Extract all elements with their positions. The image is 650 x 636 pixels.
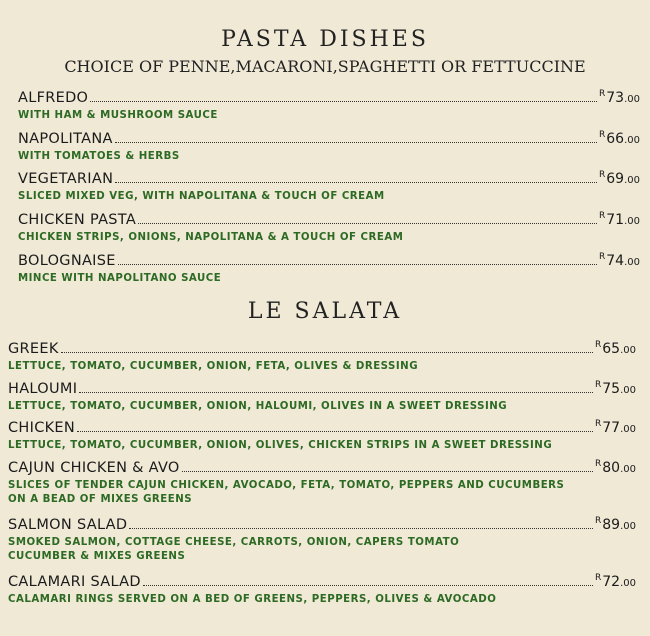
item-name: HALOUMI xyxy=(8,381,78,397)
item-name: CHICKEN xyxy=(8,420,76,436)
item-price: $^R$65.00 xyxy=(595,340,636,357)
leader-dots xyxy=(129,528,593,529)
item-name: BOLOGNAISE xyxy=(18,253,116,269)
item-name: NAPOLITANA xyxy=(18,131,113,147)
item-description: CHICKEN STRIPS, ONIONS, NAPOLITANA & A TOUCH OF CREAM xyxy=(18,232,404,243)
leader-dots xyxy=(79,392,593,393)
pasta-section-title: PASTA DISHES xyxy=(221,27,429,52)
item-price: $^R$77.00 xyxy=(595,419,636,436)
pasta-subtitle: CHOICE OF PENNE,MACARONI,SPAGHETTI OR FETTUCCINE xyxy=(64,57,586,76)
leader-dots xyxy=(143,585,593,586)
item-price: $^R$66.00 xyxy=(599,130,640,147)
menu-item-chicken xyxy=(8,419,636,453)
item-price: $^R$73.00 xyxy=(599,89,640,106)
item-price: $^R$74.00 xyxy=(599,252,640,269)
menu-item-vegetarian xyxy=(18,170,640,204)
menu-item-chicken-pasta xyxy=(18,211,640,245)
leader-dots xyxy=(115,182,597,183)
menu-item-napolitana xyxy=(18,130,640,164)
item-name: CALAMARI SALAD xyxy=(8,574,141,590)
item-description: LETTUCE, TOMATO, CUCUMBER, ONION, HALOUMI, OLIVES IN A SWEET DRESSING xyxy=(8,401,508,412)
menu-item-greek xyxy=(8,340,636,374)
item-name: GREEK xyxy=(8,341,59,357)
item-price: $^R$72.00 xyxy=(595,573,636,590)
item-description: CALAMARI RINGS SERVED ON A BED OF GREENS, PEPPERS, OLIVES & AVOCADO xyxy=(8,594,497,605)
item-name: CAJUN CHICKEN & AVO xyxy=(8,460,180,476)
item-price: $^R$89.00 xyxy=(595,516,636,533)
leader-dots xyxy=(77,431,593,432)
menu-item-cajun-chicken-avo xyxy=(8,459,636,507)
menu-item-haloumi xyxy=(8,380,636,414)
item-price: $^R$69.00 xyxy=(599,170,640,187)
leader-dots xyxy=(138,223,597,224)
item-price: $^R$75.00 xyxy=(595,380,636,397)
leader-dots xyxy=(90,101,597,102)
item-description: LETTUCE, TOMATO, CUCUMBER, ONION, OLIVES, CHICKEN STRIPS IN A SWEET DRESSING xyxy=(8,440,553,451)
item-name: VEGETARIAN xyxy=(18,171,114,187)
item-description: SLICES OF TENDER CAJUN CHICKEN, AVOCADO, FETA, TOMATO, PEPPERS AND CUCUMBERS ON A BEAD OF MIXES GREENS xyxy=(8,480,565,505)
item-price: $^R$71.00 xyxy=(599,211,640,228)
item-name: SALMON SALAD xyxy=(8,517,128,533)
menu-item-bolognaise xyxy=(18,252,640,286)
menu-item-calamari-salad xyxy=(8,573,636,607)
leader-dots xyxy=(182,471,593,472)
item-name: ALFREDO xyxy=(18,90,89,106)
item-description: SMOKED SALMON, COTTAGE CHEESE, CARROTS, ONION, CAPERS TOMATO CUCUMBER & MIXES GREENS xyxy=(8,537,460,562)
menu-item-salmon-salad xyxy=(8,516,636,564)
item-name: CHICKEN PASTA xyxy=(18,212,137,228)
item-description: WITH HAM & MUSHROOM SAUCE xyxy=(18,110,218,121)
leader-dots xyxy=(61,352,593,353)
item-description: MINCE WITH NAPOLITANO SAUCE xyxy=(18,273,222,284)
item-description: LETTUCE, TOMATO, CUCUMBER, ONION, FETA, OLIVES & DRESSING xyxy=(8,361,419,372)
leader-dots xyxy=(118,264,597,265)
item-price: $^R$80.00 xyxy=(595,459,636,476)
leader-dots xyxy=(115,142,597,143)
menu-item-alfredo xyxy=(18,89,640,123)
salata-section-title: LE SALATA xyxy=(247,299,403,324)
item-description: SLICED MIXED VEG, WITH NAPOLITANA & TOUCH OF CREAM xyxy=(18,191,385,202)
item-description: WITH TOMATOES & HERBS xyxy=(18,151,180,162)
